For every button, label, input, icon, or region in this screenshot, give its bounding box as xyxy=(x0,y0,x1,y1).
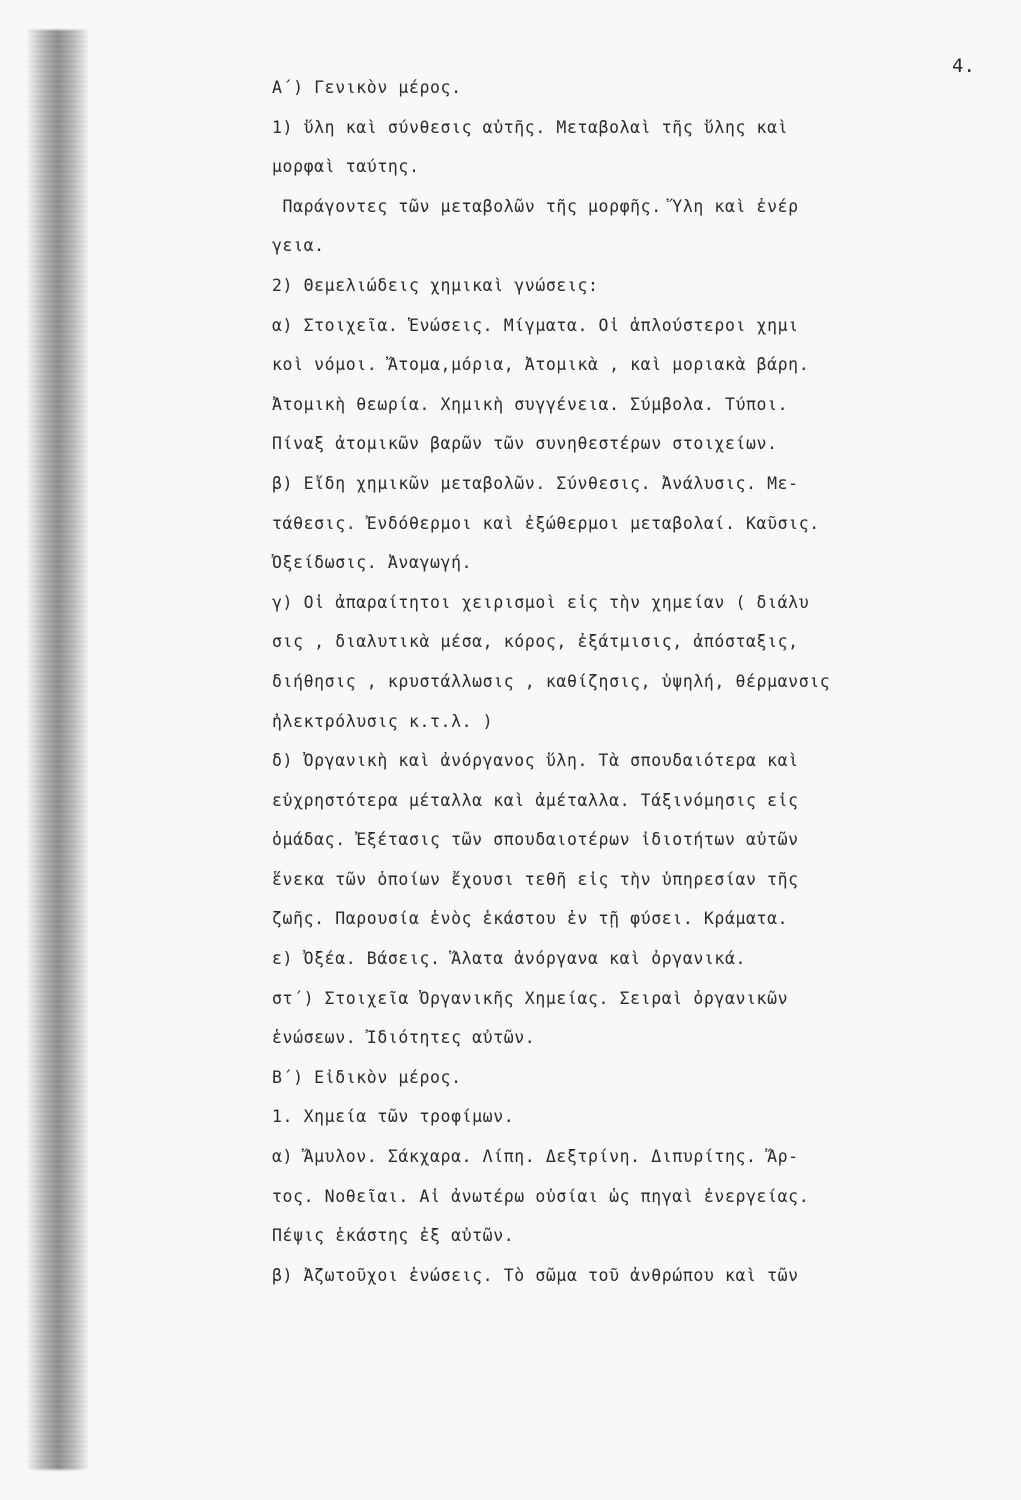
text-line: α) Στοιχεῖα. Ἑνώσεις. Μίγματα. Οἱ ἁπλούστεροι χημι xyxy=(272,315,799,335)
text-line: διήθησις , κρυστάλλωσις , καθίζησις, ὑψηλή, θέρμανσις xyxy=(272,671,831,691)
text-line: μορφαὶ ταύτης. xyxy=(272,157,420,177)
text-line: ἕνεκα τῶν ὁποίων ἔχουσι τεθῆ εἰς τὴν ὑπηρεσίαν τῆς xyxy=(272,869,799,889)
text-line: κοὶ νόμοι. Ἄτομα,μόρια, Ἀτομικὰ , καὶ μοριακὰ βάρη. xyxy=(272,355,810,375)
text-line: 2) Θεμελιώδεις χημικαὶ γνώσεις: xyxy=(272,275,599,295)
text-line: Β΄) Εἰδικὸν μέρος. xyxy=(272,1067,462,1087)
text-line: Α΄) Γενικὸν μέρος. xyxy=(272,78,462,97)
text-line: Πίναξ ἀτομικῶν βαρῶν τῶν συνηθεστέρων στοιχείων. xyxy=(272,434,778,454)
text-line: β) Εἴδη χημικῶν μεταβολῶν. Σύνθεσις. Ἀνάλυσις. Με- xyxy=(272,473,799,493)
text-line: Ὀξείδωσις. Ἀναγωγή. xyxy=(272,553,473,573)
text-line: γ) Οἱ ἀπαραίτητοι χειρισμοὶ εἰς τὴν χημείαν ( διάλυ xyxy=(272,592,810,612)
text-line: Ἀτομικὴ θεωρία. Χημικὴ συγγένεια. Σύμβολα. Τύποι. xyxy=(272,394,789,414)
text-line: τος. Νοθεῖαι. Αἱ ἀνωτέρω οὐσίαι ὡς πηγαὶ ἐνεργείας. xyxy=(272,1186,810,1206)
text-line: σις , διαλυτικὰ μέσα, κόρος, ἐξάτμισις, ἀπόσταξις, xyxy=(272,632,799,652)
page-number: 4. xyxy=(952,55,975,77)
text-line: ζωῆς. Παρουσία ἑνὸς ἑκάστου ἐν τῇ φύσει. Κράματα. xyxy=(272,909,789,929)
text-line: 1) ὕλη καὶ σύνθεσις αὐτῆς. Μεταβολαὶ τῆς ὕλης καὶ xyxy=(272,117,789,137)
text-line: στ΄) Στοιχεῖα Ὀργανικῆς Χημείας. Σειραὶ ὀργανικῶν xyxy=(272,988,789,1008)
text-line: Παράγοντες τῶν μεταβολῶν τῆς μορφῆς. Ὕλη καὶ ἐνέρ xyxy=(272,196,799,216)
text-line: τάθεσις. Ἐνδόθερμοι καὶ ἐξώθερμοι μεταβολαί. Καῦσις. xyxy=(272,513,820,533)
text-line: γεια. xyxy=(272,236,325,256)
text-line: ὁμάδας. Ἐξέτασις τῶν σπουδαιοτέρων ἰδιοτήτων αὐτῶν xyxy=(272,830,799,850)
text-line: Πέψις ἑκάστης ἐξ αὐτῶν. xyxy=(272,1226,515,1246)
text-line: 1. Χημεία τῶν τροφίμων. xyxy=(272,1107,515,1127)
text-line: ἠλεκτρόλυσις κ.τ.λ. ) xyxy=(272,711,494,731)
text-line: δ) Ὀργανικὴ καὶ ἀνόργανος ὕλη. Τὰ σπουδαιότερα καὶ xyxy=(272,751,799,771)
text-line: ἑνώσεων. Ἰδιότητες αὐτῶν. xyxy=(272,1028,536,1048)
text-line: α) Ἄμυλον. Σάκχαρα. Λίπη. Δεξτρίνη. Διπυρίτης. Ἄρ- xyxy=(272,1147,799,1167)
text-line: ε) Ὀξέα. Βάσεις. Ἅλατα ἀνόργανα καὶ ὀργανικά. xyxy=(272,949,747,969)
binding-edge xyxy=(28,30,88,1470)
text-line: β) Ἀζωτοῦχοι ἑνώσεις. Τὸ σῶμα τοῦ ἀνθρώπου καὶ τῶν xyxy=(272,1265,799,1285)
document-body xyxy=(272,68,1007,1295)
text-line: εὐχρηστότερα μέταλλα καὶ ἀμέταλλα. Τάξινόμησις εἰς xyxy=(272,790,799,810)
